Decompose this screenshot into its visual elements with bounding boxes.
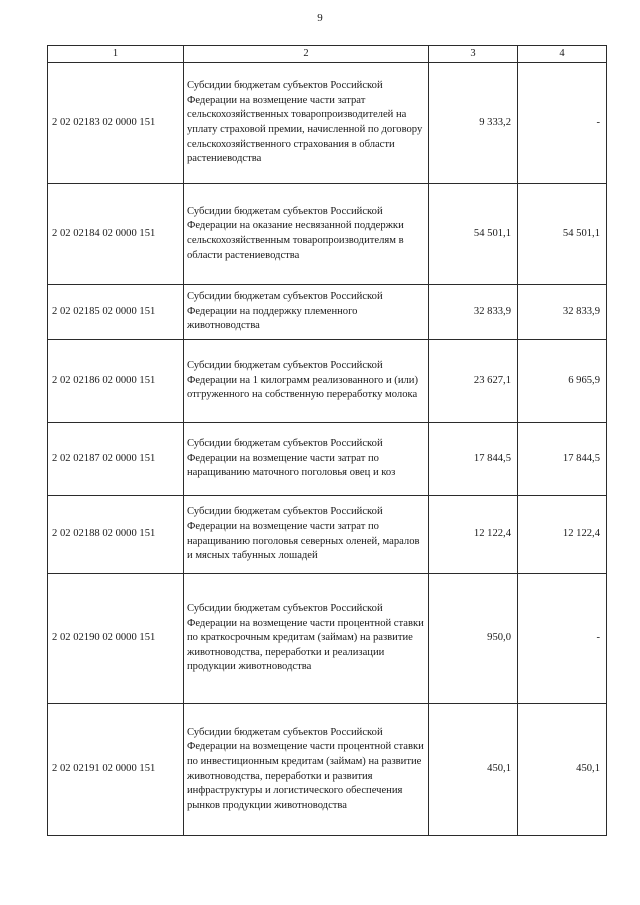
- description-cell: Субсидии бюджетам субъектов Российской Федерации на оказание несвязанной поддержки сельскохозяйственным товаропроизводителям в области растениеводства: [184, 184, 429, 285]
- amount-col3-cell: 12 122,4: [429, 496, 518, 574]
- amount-col4-cell: -: [518, 63, 607, 184]
- amount-col3-cell: 9 333,2: [429, 63, 518, 184]
- amount-col4-cell: 54 501,1: [518, 184, 607, 285]
- description-cell: Субсидии бюджетам субъектов Российской Федерации на возмещение части затрат по наращиванию поголовья северных оленей, маралов и мясных табунных лошадей: [184, 496, 429, 574]
- column-header-2: 2: [184, 46, 429, 63]
- page-number: 9: [317, 12, 323, 24]
- description-cell: Субсидии бюджетам субъектов Российской Федерации на возмещение части затрат сельскохозяйственных товаропроизводителей на уплату страховой премии, начисленной по договору сельскохозяйственного страхования в области растениеводства: [184, 63, 429, 184]
- budget-table: [47, 45, 607, 836]
- budget-code-cell: 2 02 02185 02 0000 151: [48, 285, 184, 340]
- table-row: [48, 574, 607, 704]
- description-cell: Субсидии бюджетам субъектов Российской Федерации на возмещение части затрат по наращиванию маточного поголовья овец и коз: [184, 423, 429, 496]
- column-header-1: 1: [48, 46, 184, 63]
- amount-col3-cell: 450,1: [429, 704, 518, 836]
- table-row: [48, 63, 607, 184]
- budget-code-cell: 2 02 02184 02 0000 151: [48, 184, 184, 285]
- budget-code-cell: 2 02 02188 02 0000 151: [48, 496, 184, 574]
- budget-code-cell: 2 02 02186 02 0000 151: [48, 340, 184, 423]
- amount-col4-cell: 12 122,4: [518, 496, 607, 574]
- amount-col4-cell: 32 833,9: [518, 285, 607, 340]
- amount-col4-cell: -: [518, 574, 607, 704]
- amount-col3-cell: 23 627,1: [429, 340, 518, 423]
- description-cell: Субсидии бюджетам субъектов Российской Федерации на 1 килограмм реализованного и (или) отгруженного на собственную переработку молока: [184, 340, 429, 423]
- table-row: [48, 340, 607, 423]
- table-row: [48, 704, 607, 836]
- amount-col3-cell: 54 501,1: [429, 184, 518, 285]
- table-row: [48, 496, 607, 574]
- budget-code-cell: 2 02 02190 02 0000 151: [48, 574, 184, 704]
- description-cell: Субсидии бюджетам субъектов Российской Федерации на поддержку племенного животноводства: [184, 285, 429, 340]
- budget-code-cell: 2 02 02187 02 0000 151: [48, 423, 184, 496]
- budget-code-cell: 2 02 02191 02 0000 151: [48, 704, 184, 836]
- amount-col4-cell: 6 965,9: [518, 340, 607, 423]
- budget-code-cell: 2 02 02183 02 0000 151: [48, 63, 184, 184]
- column-header-4: 4: [518, 46, 607, 63]
- table-header-row: [48, 46, 607, 63]
- description-cell: Субсидии бюджетам субъектов Российской Федерации на возмещение части процентной ставки по краткосрочным кредитам (займам) на развитие животноводства, переработки и реализации продукции животноводства: [184, 574, 429, 704]
- table-row: [48, 423, 607, 496]
- table-row: [48, 285, 607, 340]
- amount-col4-cell: 450,1: [518, 704, 607, 836]
- table-row: [48, 184, 607, 285]
- amount-col3-cell: 17 844,5: [429, 423, 518, 496]
- amount-col3-cell: 32 833,9: [429, 285, 518, 340]
- amount-col3-cell: 950,0: [429, 574, 518, 704]
- description-cell: Субсидии бюджетам субъектов Российской Федерации на возмещение части процентной ставки по инвестиционным кредитам (займам) на развитие животноводства, переработки и развития инфраструктуры и логистического обеспечения рынков продукции животноводства: [184, 704, 429, 836]
- column-header-3: 3: [429, 46, 518, 63]
- amount-col4-cell: 17 844,5: [518, 423, 607, 496]
